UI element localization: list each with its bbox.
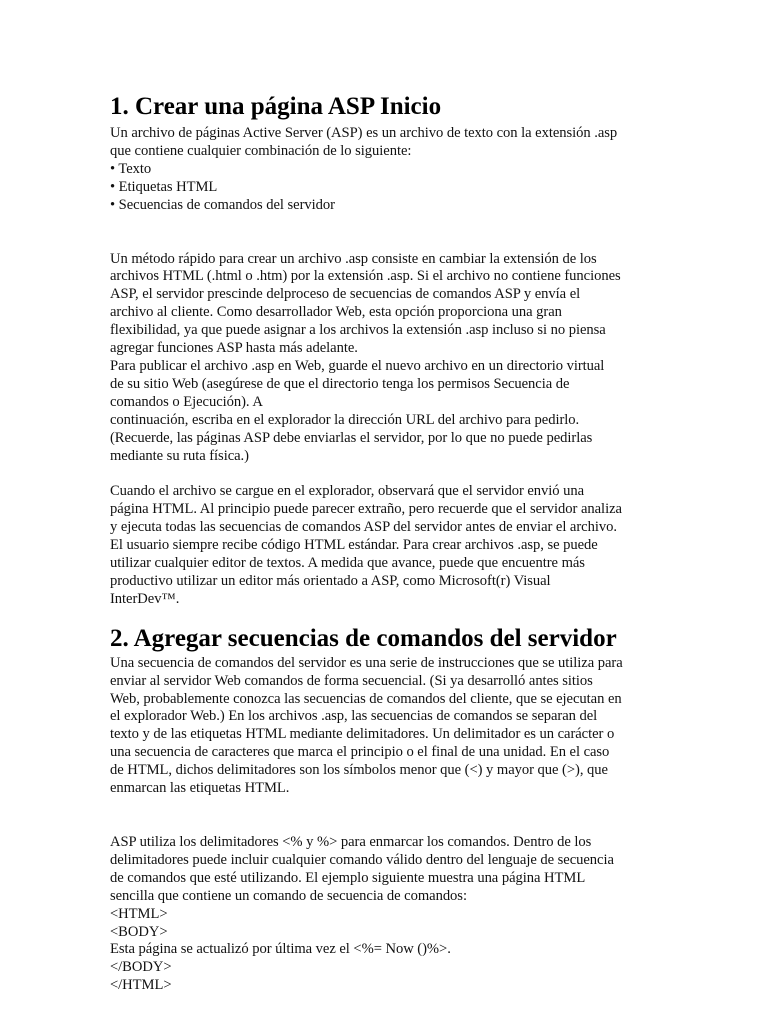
text-line: de HTML, dichos delimitadores son los símbolos menor que (<) y mayor que (>), que (110, 762, 608, 779)
code-example (110, 906, 662, 996)
text-line: de comandos que esté utilizando. El ejemplo siguiente muestra una página HTML (110, 869, 586, 886)
text-line: de su sitio Web (asegúrese de que el directorio tenga los permisos Secuencia de (110, 375, 570, 392)
text-line: Un método rápido para crear un archivo .asp consiste en cambiar la extensión de los (110, 250, 597, 267)
code-line: <HTML> (110, 905, 168, 922)
section-2-paragraph-2 (110, 834, 662, 906)
code-line: </HTML> (110, 977, 172, 994)
text-line: Web, probablemente conozca las secuencias de comandos del cliente, que se ejecutan en (110, 690, 622, 707)
text-line: el explorador Web.) En los archivos .asp, las secuencias de comandos se separan del (110, 708, 598, 725)
text-line: ASP, el servidor prescinde delproceso de secuencias de comandos ASP y envía el (110, 286, 581, 303)
text-line: agregar funciones ASP hasta más adelante. (110, 340, 358, 357)
text-line: Un archivo de páginas Active Server (ASP) es un archivo de texto con la extensión .asp (110, 125, 618, 141)
text-line: que contiene cualquier combinación de lo siguiente: (110, 142, 412, 159)
code-line: <BODY> (110, 923, 168, 940)
text-line: El usuario siempre recibe código HTML estándar. Para crear archivos .asp, se puede (110, 537, 598, 554)
section-1-heading: 1. Crear una página ASP Inicio (110, 93, 442, 120)
text-line: flexibilidad, ya que puede asignar a los archivos la extensión .asp incluso si no piensa (110, 322, 606, 339)
text-line: enviar al servidor Web comandos de forma secuencial. (Si ya desarrolló antes sitios (110, 672, 593, 689)
text-line: sencilla que contiene un comando de secuencia de comandos: (110, 887, 467, 904)
text-line: delimitadores puede incluir cualquier comando válido dentro del lenguaje de secuencia (110, 851, 614, 868)
text-line: y ejecuta todas las secuencias de comandos ASP del servidor antes de enviar el archivo. (110, 519, 617, 536)
text-line: archivo al cliente. Como desarrollador Web, esta opción proporciona una gran (110, 304, 562, 321)
list-item: • Etiquetas HTML (110, 178, 218, 195)
text-line: mediante su ruta física.) (110, 447, 249, 464)
text-line: InterDev™. (110, 590, 180, 607)
section-1-intro (110, 125, 662, 161)
text-line: utilizar cualquier editor de textos. A medida que avance, puede que encuentre más (110, 555, 585, 572)
section-2-paragraph-1 (110, 655, 662, 798)
code-line: Esta página se actualizó por última vez el <%= Now ()%>. (110, 941, 451, 958)
text-line: enmarcan las etiquetas HTML. (110, 780, 290, 797)
text-line: Para publicar el archivo .asp en Web, guarde el nuevo archivo en un directorio virtual (110, 357, 605, 374)
text-line: productivo utilizar un editor más orientado a ASP, como Microsoft(r) Visual (110, 572, 551, 589)
list-item: • Secuencias de comandos del servidor (110, 196, 335, 213)
list-item: • Texto (110, 160, 152, 177)
text-line: una secuencia de caracteres que marca el principio o el final de una unidad. En el caso (110, 744, 610, 761)
text-line: archivos HTML (.html o .htm) por la extensión .asp. Si el archivo no contiene funciones (110, 268, 621, 285)
section-1-paragraph-2 (110, 483, 662, 608)
section-2-heading: 2. Agregar secuencias de comandos del servidor (110, 624, 617, 652)
text-line: texto y de las etiquetas HTML mediante delimitadores. Un delimitador es un carácter o (110, 726, 615, 743)
text-line: Cuando el archivo se cargue en el explorador, observará que el servidor envió una (110, 483, 585, 500)
text-line: ASP utiliza los delimitadores <% y %> para enmarcar los comandos. Dentro de los (110, 834, 592, 850)
section-1-bullet-list (110, 161, 662, 215)
text-line: comandos o Ejecución). A (110, 393, 263, 410)
text-line: (Recuerde, las páginas ASP debe enviarlas el servidor, por lo que no puede pedirlas (110, 429, 593, 446)
section-1-paragraph-1 (110, 251, 662, 466)
text-line: Una secuencia de comandos del servidor es una serie de instrucciones que se utiliza para (110, 654, 623, 671)
text-line: página HTML. Al principio puede parecer extraño, pero recuerde que el servidor analiza (110, 501, 622, 518)
document-page (110, 92, 662, 995)
code-line: </BODY> (110, 959, 172, 976)
text-line: continuación, escriba en el explorador la dirección URL del archivo para pedirlo. (110, 411, 580, 428)
